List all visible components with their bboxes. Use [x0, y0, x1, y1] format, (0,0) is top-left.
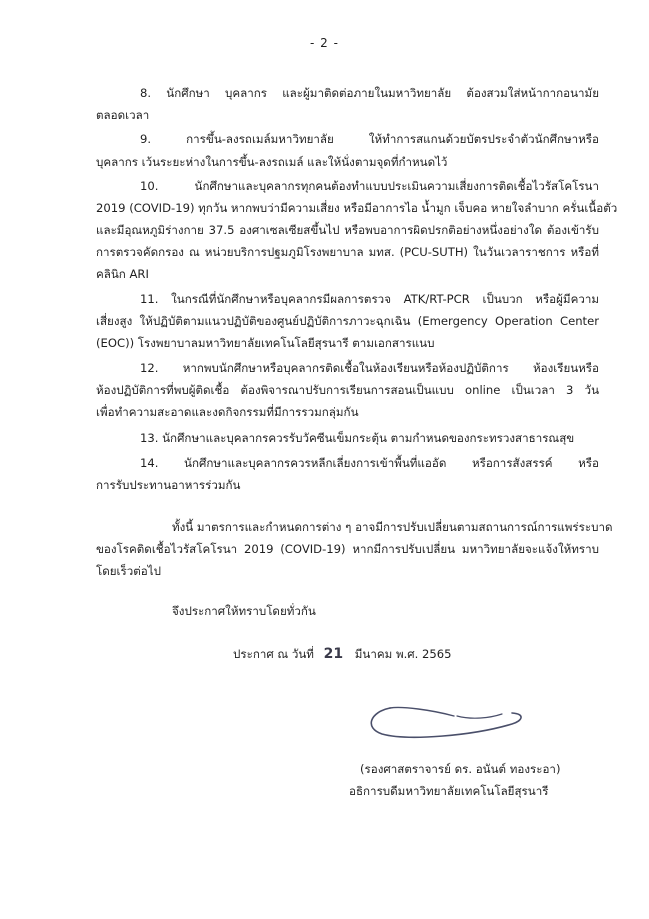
- closing-line-3: โดยเร็วต่อไป: [96, 564, 161, 578]
- signatory-name: (รองศาสตราจารย์ ดร. อนันต์ ทองระอา): [360, 762, 561, 776]
- date-prefix: ประกาศ ณ วันที่: [233, 647, 314, 661]
- item-14-line-1: 14. นักศึกษาและบุคลากรควรหลีกเลี่ยงการเข้าพื้นที่แออัด หรือการสังสรรค์ หรือ: [140, 456, 599, 470]
- item-8-line-2: ตลอดเวลา: [96, 108, 150, 122]
- item-13-line-1: 13. นักศึกษาและบุคลากรควรรับวัคซีนเข็มกระตุ้น ตามกำหนดของกระทรวงสาธารณสุข: [140, 431, 575, 445]
- closing-line-1: ทั้งนี้ มาตรการและกำหนดการต่าง ๆ อาจมีการปรับเปลี่ยนตามสถานการณ์การแพร่ระบาด: [172, 520, 613, 534]
- date-month-year: มีนาคม พ.ศ. 2565: [354, 647, 452, 661]
- announcement-date: [233, 647, 452, 661]
- item-14-line-2: การรับประทานอาหารร่วมกัน: [96, 478, 241, 492]
- item-12-line-3: เพื่อทำความสะอาดและงดกิจกรรมที่มีการรวมกลุ่มกัน: [96, 405, 359, 419]
- closing-line-2: ของโรคติดเชื้อไวรัสโคโรนา 2019 (COVID-19) หากมีการปรับเปลี่ยน มหาวิทยาลัยจะแจ้งให้ทราบ: [96, 542, 599, 556]
- item-11-line-2: เสี่ยงสูง ให้ปฏิบัติตามแนวปฏิบัติของศูนย์ปฏิบัติการภาวะฉุกเฉิน (Emergency Operation Center: [96, 314, 599, 328]
- item-10-line-5: คลินิก ARI: [96, 267, 149, 281]
- item-11-line-1: 11. ในกรณีที่นักศึกษาหรือบุคลากรมีผลการตรวจ ATK/RT-PCR เป็นบวก หรือผู้มีความ: [140, 292, 599, 306]
- item-12-line-1: 12. หากพบนักศึกษาหรือบุคลากรติดเชื้อในห้องเรียนหรือห้องปฏิบัติการ ห้องเรียนหรือ: [140, 361, 599, 375]
- announcement: จึงประกาศให้ทราบโดยทั่วกัน: [172, 604, 316, 618]
- item-9-line-2: บุคลากร เว้นระยะห่างในการขึ้น-ลงรถเมล์ และให้นั่งตามจุดที่กำหนดไว้: [96, 155, 448, 169]
- date-day: 21: [323, 646, 344, 662]
- item-9-line-1: 9. การขึ้น-ลงรถเมล์มหาวิทยาลัย ให้ทำการสแกนด้วยบัตรประจำตัวนักศึกษาหรือ: [140, 132, 599, 146]
- item-10-line-2: 2019 (COVID-19) ทุกวัน หากพบว่ามีความเสี่ยง หรือมีอาการไอ น้ำมูก เจ็บคอ หายใจลำบาก ครั่นเนื้อตัว: [96, 201, 618, 215]
- item-10-line-3: และมีอุณหภูมิร่างกาย 37.5 องศาเซลเซียสขึ้นไป หรือพบอาการผิดปรกติอย่างหนึ่งอย่างใด ต้องเข้ารับ: [96, 223, 599, 237]
- item-10-line-4: การตรวจคัดกรอง ณ หน่วยบริการปฐมภูมิโรงพยาบาล มทส. (PCU-SUTH) ในวันเวลาราชการ หรือที่: [96, 245, 599, 259]
- item-8-line-1: 8. นักศึกษา บุคลากร และผู้มาติดต่อภายในมหาวิทยาลัย ต้องสวมใส่หน้ากากอนามัย: [140, 86, 599, 100]
- signatory-title: อธิการบดีมหาวิทยาลัยเทคโนโลยีสุรนารี: [349, 784, 549, 798]
- page-number: - 2 -: [310, 36, 339, 50]
- item-12-line-2: ห้องปฏิบัติการที่พบผู้ติดเชื้อ ต้องพิจารณาปรับการเรียนการสอนเป็นแบบ online เป็นเวลา 3 วัน: [96, 383, 599, 397]
- item-10-line-1: 10. นักศึกษาและบุคลากรทุกคนต้องทำแบบประเมินความเสี่ยงการติดเชื้อไวรัสโคโรนา: [140, 179, 599, 193]
- item-11-line-3: (EOC)) โรงพยาบาลมหาวิทยาลัยเทคโนโลยีสุรนารี ตามเอกสารแนบ: [96, 336, 435, 350]
- signature-image: [362, 700, 532, 742]
